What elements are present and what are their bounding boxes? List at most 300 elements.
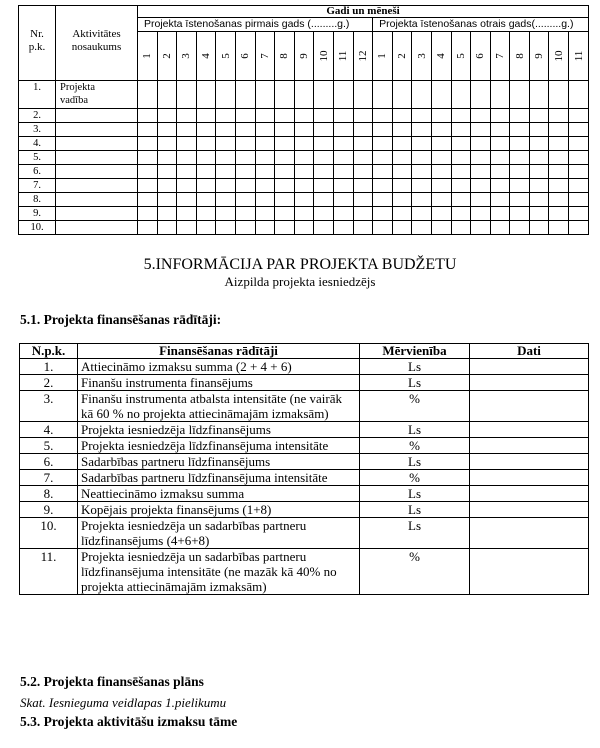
col-header-year2: Projekta īstenošanas otrais gads(.........g.) bbox=[373, 18, 589, 32]
schedule-month-cell[interactable] bbox=[196, 151, 216, 165]
schedule-month-cell[interactable] bbox=[392, 109, 412, 123]
schedule-month-cell[interactable] bbox=[255, 81, 275, 109]
schedule-month-cell[interactable] bbox=[490, 165, 510, 179]
schedule-month-cell[interactable] bbox=[412, 165, 432, 179]
schedule-month-cell[interactable] bbox=[275, 221, 295, 235]
schedule-month-cell[interactable] bbox=[333, 221, 353, 235]
schedule-month-cell[interactable] bbox=[138, 165, 158, 179]
schedule-month-cell[interactable] bbox=[235, 221, 255, 235]
schedule-month-cell[interactable] bbox=[569, 165, 589, 179]
schedule-month-cell[interactable] bbox=[431, 207, 451, 221]
activity-schedule-table bbox=[18, 5, 589, 235]
schedule-month-cell[interactable] bbox=[529, 221, 549, 235]
fin-row bbox=[20, 486, 589, 502]
schedule-month-cell[interactable] bbox=[255, 193, 275, 207]
schedule-month-cell[interactable] bbox=[412, 179, 432, 193]
schedule-month-cell[interactable] bbox=[373, 179, 393, 193]
schedule-month-cell[interactable] bbox=[333, 137, 353, 151]
schedule-month-cell[interactable] bbox=[569, 123, 589, 137]
schedule-month-cell[interactable] bbox=[549, 179, 569, 193]
schedule-month-cell[interactable] bbox=[138, 81, 158, 109]
schedule-month-cell[interactable] bbox=[196, 207, 216, 221]
schedule-month-cell[interactable] bbox=[549, 207, 569, 221]
schedule-month-cell[interactable] bbox=[157, 151, 177, 165]
schedule-month-cell[interactable] bbox=[294, 137, 314, 151]
schedule-month-cell[interactable] bbox=[294, 221, 314, 235]
schedule-month-cell[interactable] bbox=[333, 81, 353, 109]
schedule-month-cell[interactable] bbox=[373, 207, 393, 221]
schedule-month-cell[interactable] bbox=[529, 123, 549, 137]
schedule-month-cell[interactable] bbox=[412, 193, 432, 207]
schedule-month-cell[interactable] bbox=[275, 151, 295, 165]
fin-row-npk: 8. bbox=[20, 486, 78, 502]
fin-row-unit: Ls bbox=[360, 359, 470, 375]
schedule-month-cell[interactable] bbox=[177, 137, 197, 151]
schedule-month-cell[interactable] bbox=[333, 165, 353, 179]
schedule-month-cell[interactable] bbox=[392, 81, 412, 109]
schedule-month-cell[interactable] bbox=[490, 193, 510, 207]
schedule-month-cell[interactable] bbox=[471, 151, 491, 165]
fin-row-data[interactable] bbox=[470, 470, 589, 486]
fin-row-unit: Ls bbox=[360, 502, 470, 518]
schedule-month-cell[interactable] bbox=[138, 137, 158, 151]
schedule-month-cell[interactable] bbox=[431, 137, 451, 151]
schedule-row-activity[interactable] bbox=[56, 109, 138, 123]
schedule-month-cell[interactable] bbox=[294, 193, 314, 207]
schedule-month-cell[interactable] bbox=[373, 165, 393, 179]
schedule-row bbox=[19, 151, 589, 165]
schedule-month-cell[interactable] bbox=[510, 137, 530, 151]
schedule-month-cell[interactable] bbox=[314, 193, 334, 207]
schedule-month-cell[interactable] bbox=[451, 151, 471, 165]
schedule-month-cell[interactable] bbox=[451, 165, 471, 179]
schedule-month-cell[interactable] bbox=[529, 193, 549, 207]
fin-row-data[interactable] bbox=[470, 438, 589, 454]
month-header-y1-4 bbox=[196, 32, 216, 81]
schedule-month-cell[interactable] bbox=[510, 165, 530, 179]
schedule-month-cell[interactable] bbox=[490, 123, 510, 137]
schedule-row-nr: 3. bbox=[19, 123, 56, 137]
schedule-month-cell[interactable] bbox=[431, 109, 451, 123]
schedule-month-cell[interactable] bbox=[216, 221, 236, 235]
schedule-month-cell[interactable] bbox=[392, 179, 412, 193]
schedule-month-cell[interactable] bbox=[490, 109, 510, 123]
schedule-month-cell[interactable] bbox=[275, 193, 295, 207]
schedule-month-cell[interactable] bbox=[235, 165, 255, 179]
fin-row bbox=[20, 375, 589, 391]
section51-heading: 5.1. Projekta finansēšanas rādītāji: bbox=[20, 312, 222, 327]
fin-row-npk: 1. bbox=[20, 359, 78, 375]
schedule-row-activity[interactable] bbox=[56, 221, 138, 235]
schedule-month-cell[interactable] bbox=[235, 109, 255, 123]
schedule-month-cell[interactable] bbox=[549, 137, 569, 151]
schedule-month-cell[interactable] bbox=[275, 81, 295, 109]
schedule-month-cell[interactable] bbox=[569, 207, 589, 221]
schedule-month-cell[interactable] bbox=[431, 179, 451, 193]
schedule-month-cell[interactable] bbox=[490, 221, 510, 235]
month-header-y2-11 bbox=[569, 32, 589, 81]
schedule-month-cell[interactable] bbox=[451, 123, 471, 137]
schedule-month-cell[interactable] bbox=[314, 109, 334, 123]
schedule-month-cell[interactable] bbox=[431, 151, 451, 165]
schedule-month-cell[interactable] bbox=[216, 179, 236, 193]
schedule-month-cell[interactable] bbox=[235, 151, 255, 165]
schedule-month-cell[interactable] bbox=[353, 179, 373, 193]
schedule-month-cell[interactable] bbox=[157, 207, 177, 221]
section52-note: Skat. Iesnieguma veidlapas 1.pielikumu bbox=[20, 695, 227, 710]
schedule-month-cell[interactable] bbox=[314, 221, 334, 235]
schedule-month-cell[interactable] bbox=[431, 81, 451, 109]
schedule-month-cell[interactable] bbox=[353, 151, 373, 165]
schedule-month-cell[interactable] bbox=[333, 179, 353, 193]
schedule-month-cell[interactable] bbox=[177, 165, 197, 179]
schedule-month-cell[interactable] bbox=[275, 109, 295, 123]
schedule-month-cell[interactable] bbox=[373, 109, 393, 123]
schedule-month-cell[interactable] bbox=[471, 165, 491, 179]
fin-row-label: Projekta iesniedzēja līdzfinansējuma intensitāte bbox=[78, 438, 360, 454]
schedule-month-cell[interactable] bbox=[412, 137, 432, 151]
schedule-row-nr: 9. bbox=[19, 207, 56, 221]
schedule-month-cell[interactable] bbox=[510, 81, 530, 109]
fin-row-data[interactable] bbox=[470, 359, 589, 375]
schedule-month-cell[interactable] bbox=[314, 123, 334, 137]
schedule-month-cell[interactable] bbox=[157, 137, 177, 151]
schedule-month-cell[interactable] bbox=[216, 151, 236, 165]
schedule-month-cell[interactable] bbox=[373, 221, 393, 235]
schedule-month-cell[interactable] bbox=[157, 179, 177, 193]
schedule-month-cell[interactable] bbox=[177, 123, 197, 137]
schedule-month-cell[interactable] bbox=[314, 137, 334, 151]
schedule-month-cell[interactable] bbox=[392, 207, 412, 221]
schedule-month-cell[interactable] bbox=[510, 151, 530, 165]
schedule-month-cell[interactable] bbox=[177, 81, 197, 109]
schedule-row-activity[interactable] bbox=[56, 165, 138, 179]
schedule-month-cell[interactable] bbox=[373, 193, 393, 207]
schedule-month-cell[interactable] bbox=[196, 137, 216, 151]
schedule-month-cell[interactable] bbox=[549, 81, 569, 109]
schedule-month-cell[interactable] bbox=[196, 81, 216, 109]
schedule-month-cell[interactable] bbox=[471, 109, 491, 123]
schedule-month-cell[interactable] bbox=[216, 207, 236, 221]
schedule-month-cell[interactable] bbox=[314, 207, 334, 221]
col-header-years-months: Gadi un mēneši bbox=[138, 6, 589, 18]
schedule-month-cell[interactable] bbox=[471, 123, 491, 137]
schedule-month-cell[interactable] bbox=[216, 193, 236, 207]
schedule-month-cell[interactable] bbox=[549, 151, 569, 165]
schedule-month-cell[interactable] bbox=[490, 151, 510, 165]
schedule-month-cell[interactable] bbox=[314, 81, 334, 109]
schedule-month-cell[interactable] bbox=[196, 123, 216, 137]
fin-row-data[interactable] bbox=[470, 486, 589, 502]
schedule-month-cell[interactable] bbox=[451, 109, 471, 123]
schedule-month-cell[interactable] bbox=[157, 221, 177, 235]
schedule-month-cell[interactable] bbox=[549, 123, 569, 137]
fin-row bbox=[20, 502, 589, 518]
fin-row-data[interactable] bbox=[470, 422, 589, 438]
schedule-month-cell[interactable] bbox=[412, 81, 432, 109]
schedule-month-cell[interactable] bbox=[196, 109, 216, 123]
schedule-month-cell[interactable] bbox=[412, 207, 432, 221]
schedule-month-cell[interactable] bbox=[451, 221, 471, 235]
schedule-month-cell[interactable] bbox=[373, 81, 393, 109]
col-header-year1: Projekta īstenošanas pirmais gads (.........g.) bbox=[138, 18, 373, 32]
fin-row-npk: 10. bbox=[20, 518, 78, 549]
section52-heading: 5.2. Projekta finansēšanas plāns bbox=[20, 674, 204, 689]
schedule-month-cell[interactable] bbox=[549, 221, 569, 235]
schedule-month-cell[interactable] bbox=[157, 81, 177, 109]
fin-row-unit: % bbox=[360, 391, 470, 422]
schedule-month-cell[interactable] bbox=[294, 109, 314, 123]
schedule-row bbox=[19, 109, 589, 123]
schedule-month-cell[interactable] bbox=[314, 165, 334, 179]
fin-row-data[interactable] bbox=[470, 502, 589, 518]
schedule-month-cell[interactable] bbox=[294, 165, 314, 179]
schedule-row-nr: 2. bbox=[19, 109, 56, 123]
schedule-month-cell[interactable] bbox=[569, 151, 589, 165]
schedule-month-cell[interactable] bbox=[157, 165, 177, 179]
schedule-month-cell[interactable] bbox=[569, 109, 589, 123]
month-header-y1-12 bbox=[353, 32, 373, 81]
schedule-row-activity[interactable]: Projekta vadība bbox=[56, 81, 138, 109]
schedule-month-cell[interactable] bbox=[157, 109, 177, 123]
month-label: 9 bbox=[298, 53, 311, 59]
schedule-month-cell[interactable] bbox=[177, 109, 197, 123]
schedule-month-cell[interactable] bbox=[431, 221, 451, 235]
schedule-month-cell[interactable] bbox=[333, 193, 353, 207]
schedule-month-cell[interactable] bbox=[353, 221, 373, 235]
month-label: 1 bbox=[141, 53, 154, 59]
schedule-month-cell[interactable] bbox=[235, 207, 255, 221]
schedule-row-activity[interactable] bbox=[56, 123, 138, 137]
fin-row-data[interactable] bbox=[470, 518, 589, 549]
schedule-month-cell[interactable] bbox=[392, 221, 412, 235]
fin-row-data[interactable] bbox=[470, 391, 589, 422]
schedule-month-cell[interactable] bbox=[412, 123, 432, 137]
schedule-month-cell[interactable] bbox=[392, 123, 412, 137]
schedule-month-cell[interactable] bbox=[451, 207, 471, 221]
schedule-row-nr: 10. bbox=[19, 221, 56, 235]
schedule-month-cell[interactable] bbox=[255, 151, 275, 165]
schedule-month-cell[interactable] bbox=[294, 151, 314, 165]
schedule-month-cell[interactable] bbox=[412, 151, 432, 165]
schedule-month-cell[interactable] bbox=[353, 165, 373, 179]
schedule-month-cell[interactable] bbox=[569, 137, 589, 151]
schedule-month-cell[interactable] bbox=[275, 179, 295, 193]
schedule-month-cell[interactable] bbox=[392, 193, 412, 207]
schedule-month-cell[interactable] bbox=[255, 221, 275, 235]
fin-row-npk: 4. bbox=[20, 422, 78, 438]
schedule-month-cell[interactable] bbox=[471, 137, 491, 151]
schedule-month-cell[interactable] bbox=[333, 207, 353, 221]
schedule-month-cell[interactable] bbox=[373, 151, 393, 165]
schedule-month-cell[interactable] bbox=[255, 137, 275, 151]
schedule-month-cell[interactable] bbox=[353, 207, 373, 221]
schedule-month-cell[interactable] bbox=[353, 109, 373, 123]
schedule-row-activity[interactable] bbox=[56, 179, 138, 193]
schedule-month-cell[interactable] bbox=[333, 109, 353, 123]
schedule-month-cell[interactable] bbox=[333, 151, 353, 165]
schedule-row bbox=[19, 137, 589, 151]
schedule-month-cell[interactable] bbox=[275, 165, 295, 179]
schedule-month-cell[interactable] bbox=[490, 179, 510, 193]
schedule-month-cell[interactable] bbox=[235, 81, 255, 109]
schedule-month-cell[interactable] bbox=[569, 179, 589, 193]
month-label: 9 bbox=[533, 53, 546, 59]
fin-row-label: Sadarbības partneru līdzfinansējums bbox=[78, 454, 360, 470]
schedule-month-cell[interactable] bbox=[157, 123, 177, 137]
schedule-month-cell[interactable] bbox=[490, 137, 510, 151]
schedule-month-cell[interactable] bbox=[255, 165, 275, 179]
fin-row-data[interactable] bbox=[470, 375, 589, 391]
schedule-month-cell[interactable] bbox=[235, 179, 255, 193]
schedule-month-cell[interactable] bbox=[294, 81, 314, 109]
schedule-row-activity[interactable] bbox=[56, 151, 138, 165]
schedule-month-cell[interactable] bbox=[275, 137, 295, 151]
schedule-month-cell[interactable] bbox=[392, 165, 412, 179]
schedule-month-cell[interactable] bbox=[216, 81, 236, 109]
fin-row bbox=[20, 470, 589, 486]
schedule-month-cell[interactable] bbox=[294, 123, 314, 137]
schedule-month-cell[interactable] bbox=[177, 151, 197, 165]
schedule-month-cell[interactable] bbox=[471, 81, 491, 109]
fin-row bbox=[20, 359, 589, 375]
schedule-month-cell[interactable] bbox=[510, 109, 530, 123]
schedule-month-cell[interactable] bbox=[275, 123, 295, 137]
schedule-month-cell[interactable] bbox=[471, 207, 491, 221]
schedule-month-cell[interactable] bbox=[490, 207, 510, 221]
schedule-month-cell[interactable] bbox=[138, 207, 158, 221]
month-label: 2 bbox=[160, 53, 173, 59]
schedule-month-cell[interactable] bbox=[353, 123, 373, 137]
schedule-month-cell[interactable] bbox=[216, 109, 236, 123]
schedule-month-cell[interactable] bbox=[510, 221, 530, 235]
schedule-month-cell[interactable] bbox=[353, 193, 373, 207]
schedule-month-cell[interactable] bbox=[196, 193, 216, 207]
schedule-month-cell[interactable] bbox=[392, 137, 412, 151]
schedule-month-cell[interactable] bbox=[471, 179, 491, 193]
schedule-month-cell[interactable] bbox=[529, 207, 549, 221]
schedule-month-cell[interactable] bbox=[549, 165, 569, 179]
schedule-month-cell[interactable] bbox=[569, 81, 589, 109]
schedule-month-cell[interactable] bbox=[431, 165, 451, 179]
schedule-month-cell[interactable] bbox=[451, 193, 471, 207]
month-header-y2-7 bbox=[490, 32, 510, 81]
schedule-month-cell[interactable] bbox=[138, 109, 158, 123]
schedule-month-cell[interactable] bbox=[569, 193, 589, 207]
month-label: 5 bbox=[454, 53, 467, 59]
fin-row-data[interactable] bbox=[470, 549, 589, 595]
schedule-month-cell[interactable] bbox=[314, 151, 334, 165]
schedule-month-cell[interactable] bbox=[196, 165, 216, 179]
schedule-month-cell[interactable] bbox=[138, 151, 158, 165]
schedule-month-cell[interactable] bbox=[138, 193, 158, 207]
schedule-month-cell[interactable] bbox=[177, 179, 197, 193]
schedule-month-cell[interactable] bbox=[255, 207, 275, 221]
schedule-month-cell[interactable] bbox=[529, 179, 549, 193]
schedule-month-cell[interactable] bbox=[549, 109, 569, 123]
schedule-month-cell[interactable] bbox=[235, 137, 255, 151]
schedule-month-cell[interactable] bbox=[138, 221, 158, 235]
schedule-row-activity[interactable] bbox=[56, 137, 138, 151]
schedule-month-cell[interactable] bbox=[255, 179, 275, 193]
schedule-month-cell[interactable] bbox=[294, 207, 314, 221]
month-label: 7 bbox=[493, 53, 506, 59]
schedule-month-cell[interactable] bbox=[216, 165, 236, 179]
schedule-month-cell[interactable] bbox=[529, 151, 549, 165]
schedule-month-cell[interactable] bbox=[235, 123, 255, 137]
schedule-month-cell[interactable] bbox=[510, 193, 530, 207]
schedule-month-cell[interactable] bbox=[157, 193, 177, 207]
schedule-month-cell[interactable] bbox=[510, 179, 530, 193]
schedule-month-cell[interactable] bbox=[510, 123, 530, 137]
month-header-y2-4 bbox=[431, 32, 451, 81]
schedule-row-nr: 8. bbox=[19, 193, 56, 207]
schedule-month-cell[interactable] bbox=[529, 165, 549, 179]
schedule-row bbox=[19, 193, 589, 207]
schedule-month-cell[interactable] bbox=[216, 137, 236, 151]
fin-row-npk: 5. bbox=[20, 438, 78, 454]
schedule-month-cell[interactable] bbox=[529, 109, 549, 123]
schedule-month-cell[interactable] bbox=[177, 207, 197, 221]
schedule-month-cell[interactable] bbox=[451, 179, 471, 193]
month-header-y2-2 bbox=[392, 32, 412, 81]
fin-row-unit: % bbox=[360, 549, 470, 595]
schedule-month-cell[interactable] bbox=[549, 193, 569, 207]
schedule-month-cell[interactable] bbox=[333, 123, 353, 137]
schedule-month-cell[interactable] bbox=[177, 221, 197, 235]
fin-row bbox=[20, 518, 589, 549]
schedule-month-cell[interactable] bbox=[138, 179, 158, 193]
schedule-month-cell[interactable] bbox=[431, 193, 451, 207]
schedule-month-cell[interactable] bbox=[510, 207, 530, 221]
schedule-month-cell[interactable] bbox=[216, 123, 236, 137]
schedule-month-cell[interactable] bbox=[529, 81, 549, 109]
fin-row-data[interactable] bbox=[470, 454, 589, 470]
schedule-row-activity[interactable] bbox=[56, 193, 138, 207]
schedule-month-cell[interactable] bbox=[373, 137, 393, 151]
schedule-month-cell[interactable] bbox=[569, 221, 589, 235]
month-header-y2-6 bbox=[471, 32, 491, 81]
schedule-month-cell[interactable] bbox=[177, 193, 197, 207]
schedule-month-cell[interactable] bbox=[353, 81, 373, 109]
schedule-month-cell[interactable] bbox=[451, 81, 471, 109]
schedule-row-activity[interactable] bbox=[56, 207, 138, 221]
fin-row-unit: Ls bbox=[360, 454, 470, 470]
schedule-month-cell[interactable] bbox=[294, 179, 314, 193]
month-label: 12 bbox=[356, 50, 369, 62]
schedule-month-cell[interactable] bbox=[353, 137, 373, 151]
schedule-month-cell[interactable] bbox=[138, 123, 158, 137]
schedule-month-cell[interactable] bbox=[255, 109, 275, 123]
schedule-month-cell[interactable] bbox=[431, 123, 451, 137]
month-header-y1-8 bbox=[275, 32, 295, 81]
schedule-month-cell[interactable] bbox=[392, 151, 412, 165]
schedule-month-cell[interactable] bbox=[471, 221, 491, 235]
schedule-month-cell[interactable] bbox=[412, 109, 432, 123]
schedule-month-cell[interactable] bbox=[235, 193, 255, 207]
schedule-month-cell[interactable] bbox=[275, 207, 295, 221]
schedule-month-cell[interactable] bbox=[471, 193, 491, 207]
schedule-month-cell[interactable] bbox=[373, 123, 393, 137]
schedule-month-cell[interactable] bbox=[255, 123, 275, 137]
schedule-month-cell[interactable] bbox=[196, 221, 216, 235]
schedule-month-cell[interactable] bbox=[412, 221, 432, 235]
schedule-month-cell[interactable] bbox=[529, 137, 549, 151]
schedule-month-cell[interactable] bbox=[314, 179, 334, 193]
schedule-month-cell[interactable] bbox=[196, 179, 216, 193]
schedule-month-cell[interactable] bbox=[490, 81, 510, 109]
schedule-month-cell[interactable] bbox=[451, 137, 471, 151]
